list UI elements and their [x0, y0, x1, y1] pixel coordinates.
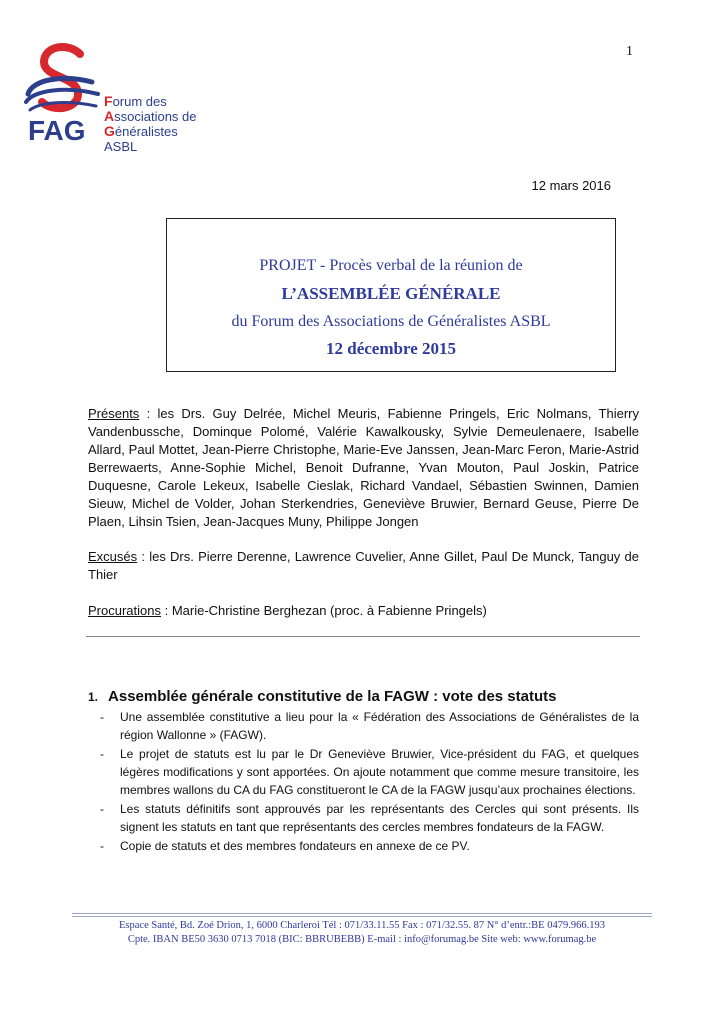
footer-rule [72, 913, 652, 914]
title-box [166, 218, 616, 372]
bullet-dash: - [100, 710, 104, 724]
footer-rule [72, 916, 652, 917]
list-item-text: Une assemblée constitutive a lieu pour la « Fédération des Associations de Généralistes de la région Wallonne » (FAGW). [120, 710, 639, 742]
section-heading [88, 688, 556, 705]
list-item-text: Le projet de statuts est lu par le Dr Geneviève Bruwier, Vice-président du FAG, et quelques légères modifications y sont apportées. On ajoute notamment que comme mesure transitoire, les membres wallons du CA du FAG constitueront le CA de la FAGW jusqu’aux prochaines élections. [120, 747, 639, 797]
title-line-1: PROJET - Procès verbal de la réunion de [259, 257, 523, 274]
fag-logo-letters: FAG [28, 115, 86, 146]
present-paragraph [88, 405, 639, 531]
proxy-label: Procurations [88, 603, 161, 618]
footer-bank-contact: Cpte. IBAN BE50 3630 0713 7018 (BIC: BBRUBEBB) E-mail : info@forumag.be Site web: www.forumag.be [127, 934, 597, 945]
logo-wordmark [104, 94, 212, 154]
excused-label: Excusés [88, 549, 138, 564]
present-text: : les Drs. Guy Delrée, Michel Meuris, Fabienne Pringels, Eric Nolmans, Thierry Vandenbussche, Dominque Polomé, Valérie Kawalkousky, Sylvie Demeulenaere, Isabelle Allard, Paul Mottet, Jean-Pierre Christophe, Marie-Eve Janssen, Jean-Marc Feron, Marie-Astrid Berrewaerts, Anne-Sophie Michel, Benoit Dufranne, Yvan Mouton, Paul Joskin, Patrice Duquesne, Carole Lekeux, Isabelle Cieslak, Richard Vandael, Sébastien Swinnen, Damien Sieuw, Michel de Volder, Johan Sterkendries, Geneviève Bruwier, Bernard Geuse, Pierre De Plaen, Lihsin Tsien, Jean-Jacques Muny, Philippe Jongen [88, 406, 639, 529]
fag-logo [22, 40, 212, 154]
bullet-dash: - [100, 747, 104, 761]
title-line-3: du Forum des Associations de Généralistes ASBL [231, 313, 551, 330]
list-item-text: Les statuts définitifs sont approuvés par les représentants des Cercles qui sont présents. Ils signent les statuts en tant que représentants des cercles membres fondateurs de la FAGW. [120, 802, 639, 834]
page-number: 1 [626, 44, 633, 59]
present-label: Présents [88, 406, 140, 421]
proxy-paragraph [88, 602, 639, 620]
document-date: 12 mars 2016 [531, 178, 611, 193]
title-line-2: L’ASSEMBLÉE GÉNÉRALE [281, 284, 501, 303]
list-item-text: Copie de statuts et des membres fondateurs en annexe de ce PV. [120, 839, 470, 853]
logo-line1-cap: F [104, 93, 113, 109]
logo-line2: ssociations de [114, 109, 197, 124]
fag-logo-emblem [22, 40, 104, 150]
section-title: Assemblée générale constitutive de la FAGW : vote des statuts [108, 688, 557, 705]
excused-paragraph [88, 548, 639, 584]
list-item [88, 837, 639, 855]
logo-line1: orum des [112, 94, 167, 109]
bullet-dash: - [100, 802, 104, 816]
footer-address: Espace Santé, Bd. Zoé Drion, 1, 6000 Charleroi Tél : 071/33.11.55 Fax : 071/32.55. 87 N° d’entr.:BE 0479.966.193 [119, 920, 605, 931]
logo-line3: énéralistes ASBL [104, 124, 178, 154]
title-line-4: 12 décembre 2015 [326, 339, 456, 358]
section-divider [86, 636, 640, 637]
list-item [88, 800, 639, 836]
proxy-text: : Marie-Christine Berghezan (proc. à Fabienne Pringels) [160, 603, 487, 618]
page-footer [72, 919, 652, 947]
bullet-dash: - [100, 839, 104, 853]
section-number: 1. [88, 690, 99, 704]
list-item [88, 708, 639, 744]
logo-line3-cap: G [104, 123, 115, 139]
excused-text: : les Drs. Pierre Derenne, Lawrence Cuvelier, Anne Gillet, Paul De Munck, Tanguy de Thier [88, 549, 639, 582]
list-item [88, 745, 639, 799]
section-bullet-list [88, 708, 639, 856]
logo-line2-cap: A [104, 108, 115, 124]
